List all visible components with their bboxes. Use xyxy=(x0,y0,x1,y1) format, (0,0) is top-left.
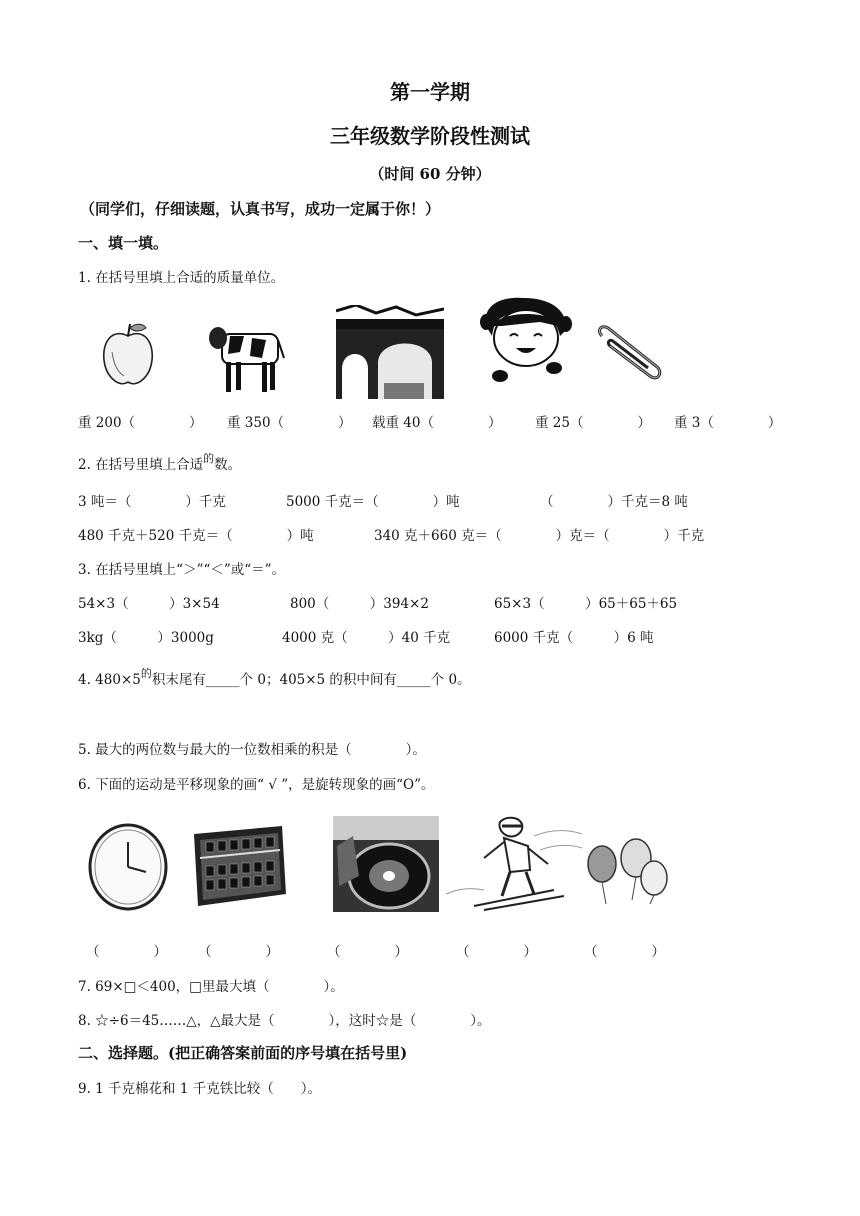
q2-row2-b: 340 克＋660 克＝（ ）克＝（ ）千克 xyxy=(374,528,705,544)
q3-row2-a: 3kg（ ）3000g xyxy=(78,630,214,646)
clock-icon xyxy=(86,822,170,912)
skier-icon xyxy=(444,816,584,916)
q1-item-bridge: 载重 40（ ） xyxy=(372,415,502,431)
q6-blank-abacus: （ ） xyxy=(198,944,279,960)
q2-row1-c: （ ）千克＝8 吨 xyxy=(540,494,688,510)
title-line-1: 第一学期 xyxy=(390,80,470,104)
abacus-icon xyxy=(188,824,288,908)
q3-row1-a: 54×3（ ）3×54 xyxy=(78,596,220,612)
cow-icon xyxy=(206,318,288,398)
apple-icon xyxy=(98,322,158,390)
time-note: （时间 60 分钟） xyxy=(369,165,491,183)
balloons-icon xyxy=(584,838,672,908)
q1-item-paperclip: 重 3（ ） xyxy=(674,415,782,431)
q6-blank-clock: （ ） xyxy=(86,944,167,960)
q3-prompt: 3. 在括号里填上“＞”“＜”或“＝”。 xyxy=(78,562,286,578)
q5-text: 5. 最大的两位数与最大的一位数相乘的积是（ ）。 xyxy=(78,742,426,758)
q1-item-cow: 重 350（ ） xyxy=(227,415,352,431)
q4-text: 4. $480\times 5^的$积末尾有_____个 0；405×5 的积中间有_____个 0。 xyxy=(78,667,471,688)
q3-row2-c: 6000 千克（ ）6 吨 xyxy=(494,630,654,646)
section-1-heading: 一、填一填。 xyxy=(78,234,169,252)
girl-icon xyxy=(480,296,572,384)
title-line-2: 三年级数学阶段性测试 xyxy=(330,124,530,148)
q6-blank-balloons: （ ） xyxy=(584,944,665,960)
q8-text: 8. ☆÷6＝45……△，△最大是（ ），这时☆是（ ）。 xyxy=(78,1013,491,1029)
q2-prompt: 2. 在括号里填上合适$^的$数。 xyxy=(78,452,242,473)
q3-row1-b: 800（ ）394×2 xyxy=(290,596,429,612)
steering-wheel-icon xyxy=(333,816,439,912)
q2-row1-b: 5000 千克＝（ ）吨 xyxy=(286,494,460,510)
q1-prompt: 1. 在括号里填上合适的质量单位。 xyxy=(78,270,285,286)
bridge-icon xyxy=(336,305,444,399)
paperclip-icon xyxy=(594,322,666,384)
q9-text: 9. 1 千克棉花和 1 千克铁比较（ ）。 xyxy=(78,1081,321,1097)
q6-blank-skier: （ ） xyxy=(456,944,537,960)
q1-item-girl: 重 25（ ） xyxy=(535,415,651,431)
q6-blank-steering: （ ） xyxy=(327,944,408,960)
q6-prompt: 6. 下面的运动是平移现象的画“ √ ”，是旋转现象的画“O”。 xyxy=(78,777,435,793)
q3-row1-c: 65×3（ ）65＋65＋65 xyxy=(494,596,678,612)
motto: （同学们，仔细读题，认真书写，成功一定属于你！） xyxy=(80,200,441,218)
q3-row2-b: 4000 克（ ）40 千克 xyxy=(282,630,451,646)
q2-row2-a: 480 千克＋520 千克＝（ ）吨 xyxy=(78,528,314,544)
q1-item-apple: 重 200（ ） xyxy=(78,415,203,431)
section-2-heading: 二、选择题。(把正确答案前面的序号填在括号里) xyxy=(78,1044,408,1062)
q2-row1-a: 3 吨＝（ ）千克 xyxy=(78,494,226,510)
q7-text: 7. 69×□＜400，□里最大填（ ）。 xyxy=(78,979,344,995)
